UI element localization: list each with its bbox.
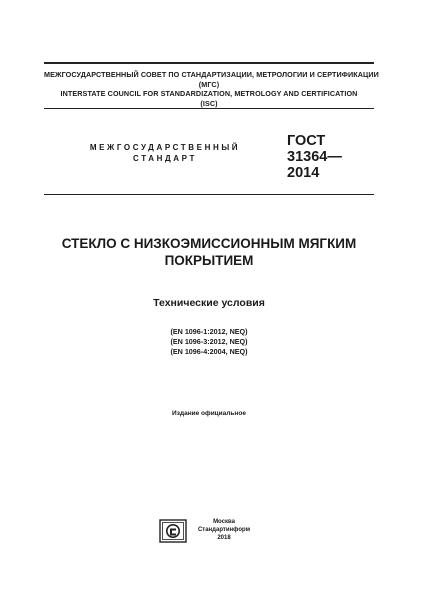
section-rule	[44, 194, 374, 195]
designation-year: 2014	[287, 165, 320, 181]
council-name-ru	[44, 70, 379, 89]
council-abbrev-en: (ISC)	[200, 98, 218, 108]
header-rule	[44, 108, 374, 109]
designation-prefix: ГОСТ	[287, 133, 326, 149]
council-name-en-line: INTERSTATE COUNCIL FOR STANDARDIZATION, METROLOGY AND CERTIFICATION	[60, 89, 358, 98]
council-name-ru-line: МЕЖГОСУДАРСТВЕННЫЙ СОВЕТ ПО СТАНДАРТИЗАЦИИ, МЕТРОЛОГИИ И СЕРТИФИКАЦИИ	[44, 70, 379, 79]
council-abbrev-ru: (МГС)	[198, 79, 220, 89]
designation-number: 31364—	[287, 149, 342, 165]
publisher-imprint	[196, 518, 252, 542]
document-title	[30, 235, 388, 269]
publisher-city: Москва	[213, 519, 235, 525]
equivalence-references	[30, 327, 388, 357]
publisher-name: Стандартинформ	[197, 527, 251, 533]
standard-type	[80, 142, 250, 164]
document-subtitle: Технические условия	[153, 297, 265, 309]
top-rule	[44, 62, 374, 64]
reference-item: (EN 1096-3:2012, NEQ)	[170, 337, 248, 346]
publisher-year: 2018	[217, 535, 231, 541]
title-line-2: ПОКРЫТИЕМ	[164, 253, 254, 268]
edition-note: Издание официальное	[172, 410, 246, 417]
standard-type-line-2: СТАНДАРТ	[133, 154, 197, 163]
council-name-en	[44, 89, 374, 108]
title-line-1: СТЕКЛО С НИЗКОЭМИССИОННЫМ МЯГКИМ	[61, 236, 357, 251]
standartinform-logo-icon	[159, 519, 187, 543]
reference-item: (EN 1096-1:2012, NEQ)	[170, 327, 248, 336]
standard-designation	[287, 133, 342, 181]
standard-type-line-1: МЕЖГОСУДАРСТВЕННЫЙ	[89, 143, 241, 152]
reference-item: (EN 1096-4:2004, NEQ)	[170, 347, 248, 356]
